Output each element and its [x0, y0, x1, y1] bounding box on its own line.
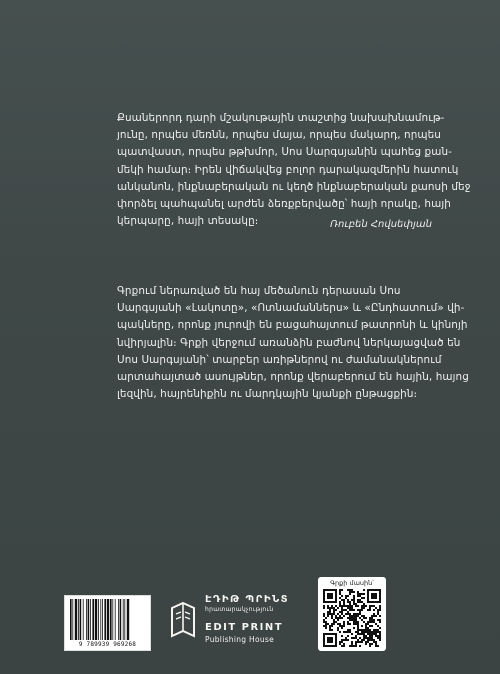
- intro-line: յունը, որպես մեռնն, որպես մայա, որպես մակարդ, որպես: [117, 129, 441, 142]
- isbn-barcode: [64, 595, 151, 651]
- description-line: Սոս Սարգսյանի՝ տարբեր առիթներով ու ժամանակներում: [117, 353, 442, 366]
- intro-line: կերպարը, հայի տեսակը։: [117, 215, 259, 228]
- publisher-block: [205, 594, 289, 644]
- qr-code-icon: [323, 589, 381, 647]
- quote-author: Ռուբեն Հովսեփյան: [330, 219, 432, 230]
- intro-line: Քսաներորդ դարի մշակութային տաշտից նախախնամութ-: [117, 112, 445, 124]
- publisher-subtitle-armenian: հրատարակչություն: [205, 606, 274, 613]
- barcode-bars: [69, 599, 146, 640]
- description-line: լեզվին, հայրենիքին ու մարդկային կյանքի ընթացքին։: [117, 388, 418, 401]
- publisher-name-english: EDIT PRINT: [205, 622, 284, 633]
- intro-line: անկանոն, ինքնաբերական ու կեղծ ինքնաբերական քաոսի մեջ: [117, 180, 471, 193]
- description-line: պակները, որոնք յուրովի են բացահայտում թատրոնի և կինոյի: [117, 319, 468, 332]
- description-paragraph: [117, 283, 469, 403]
- publisher-subtitle-english: Publishing House: [205, 635, 275, 644]
- intro-paragraph: [117, 110, 471, 230]
- description-line: արտահայտած ասույթներ, որոնք վերաբերում են հային, հայոց: [117, 371, 469, 384]
- qr-label: Գրքի մասին՝: [330, 579, 374, 587]
- description-line: նվիրյալին։ Գրքի վերջում առանձին բաժնով ներկայացված են: [117, 336, 461, 349]
- intro-line: փորձել պահպանել արժեն ձեռքբերվածը՝ հայի որակը, հայի: [117, 198, 451, 211]
- intro-line: մեկի համար։ Իրեն վիճակվեց բոլոր դարակազմերին հատուկ: [117, 163, 459, 176]
- description-line: Սարգսյանի «Լակոտը», «Ոտնամաններս» և «Ընդհատում» վի-: [117, 302, 465, 315]
- intro-line: պատվաստ, որպես թթխմոր, Սոս Սարգսյանին պահեց քան-: [117, 146, 453, 159]
- publisher-name-armenian: ԷԴԻԹ ՊՐԻՆՏ: [205, 594, 290, 605]
- book-mark-icon: [170, 602, 196, 638]
- qr-code-panel[interactable]: [318, 577, 386, 651]
- description-line: Գրքում ներառված են հայ մեծանուն դերասան Սոս: [117, 285, 401, 297]
- isbn-number: 9 789939 969268: [78, 641, 137, 648]
